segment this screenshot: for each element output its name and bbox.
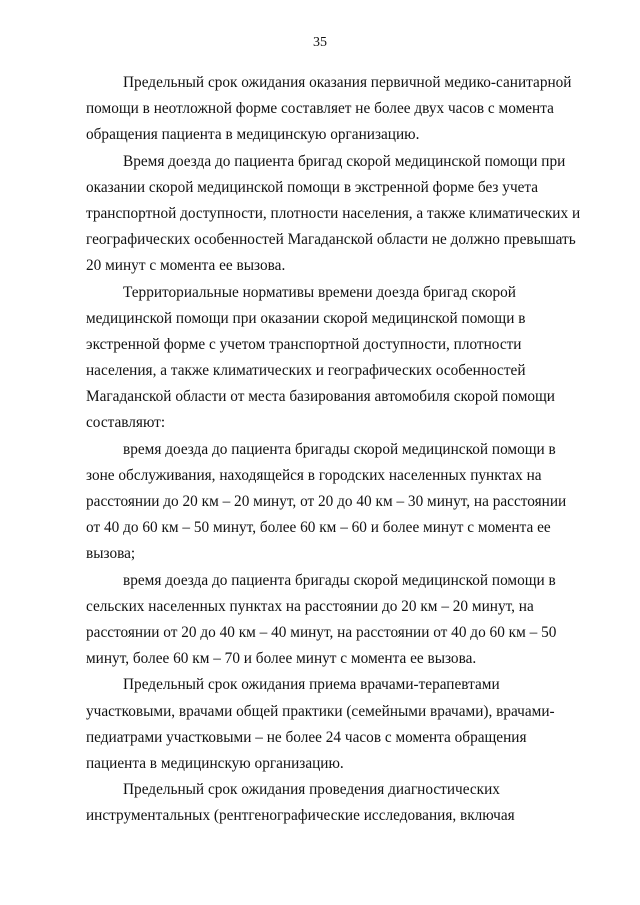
text-line: участковыми, врачами общей практики (семейными врачами), врачами- bbox=[86, 702, 555, 720]
text-line: педиатрами участковыми – не более 24 часов с момента обращения bbox=[86, 728, 527, 746]
text-line: Магаданской области от места базирования автомобиля скорой помощи bbox=[86, 388, 555, 406]
text-line: транспортной доступности, плотности населения, а также климатических и bbox=[86, 204, 581, 222]
text-line: время доезда до пациента бригады скорой медицинской помощи в bbox=[123, 440, 556, 458]
paragraph-territorial-norms bbox=[86, 280, 572, 437]
text-line: Территориальные нормативы времени доезда бригад скорой bbox=[123, 283, 516, 301]
document-body bbox=[86, 70, 581, 829]
text-line: населения, а также климатических и географических особенностей bbox=[86, 362, 526, 380]
text-line: помощи в неотложной форме составляет не более двух часов с момента bbox=[86, 100, 554, 118]
text-line: пациента в медицинскую организацию. bbox=[86, 754, 344, 772]
text-line: составляют: bbox=[86, 414, 166, 432]
text-line: время доезда до пациента бригады скорой медицинской помощи в bbox=[123, 571, 556, 589]
text-line: минут, более 60 км – 70 и более минут с момента ее вызова. bbox=[86, 650, 477, 668]
text-line: зоне обслуживания, находящейся в городских населенных пунктах на bbox=[86, 466, 542, 484]
text-line: 20 минут с момента ее вызова. bbox=[86, 257, 286, 275]
text-line: расстоянии до 20 км – 20 минут, от 20 до 40 км – 30 минут, на расстоянии bbox=[86, 493, 567, 510]
page-number: 35 bbox=[313, 35, 327, 50]
text-line: от 40 до 60 км – 50 минут, более 60 км – 60 и более минут с момента ее bbox=[86, 519, 551, 537]
text-line: медицинской помощи при оказании скорой медицинской помощи в bbox=[86, 309, 526, 327]
paragraph-diagnostic-wait bbox=[86, 777, 572, 829]
paragraph-emergency-wait bbox=[86, 70, 572, 149]
text-line: Время доезда до пациента бригад скорой медицинской помощи при bbox=[123, 152, 566, 170]
text-line: Предельный срок ожидания проведения диагностических bbox=[123, 781, 500, 799]
paragraph-ambulance-time bbox=[86, 149, 581, 280]
text-line: географических особенностей Магаданской области не должно превышать bbox=[86, 231, 576, 249]
paragraph-therapist-wait bbox=[86, 672, 572, 777]
text-line: Предельный срок ожидания оказания первичной медико-санитарной bbox=[123, 74, 572, 91]
paragraph-rural-zone bbox=[86, 568, 572, 673]
text-line: сельских населенных пунктах на расстоянии до 20 км – 20 минут, на bbox=[86, 597, 534, 615]
text-line: Предельный срок ожидания приема врачами-терапевтами bbox=[123, 676, 500, 694]
text-line: инструментальных (рентгенографические исследования, включая bbox=[86, 807, 515, 825]
text-line: экстренной форме с учетом транспортной доступности, плотности bbox=[86, 335, 522, 353]
text-line: вызова; bbox=[86, 545, 136, 563]
text-line: расстоянии от 20 до 40 км – 40 минут, на расстоянии от 40 до 60 км – 50 bbox=[86, 623, 557, 641]
paragraph-urban-zone bbox=[86, 437, 572, 568]
text-line: оказании скорой медицинской помощи в экстренной форме без учета bbox=[86, 178, 539, 196]
text-line: обращения пациента в медицинскую организацию. bbox=[86, 126, 420, 144]
